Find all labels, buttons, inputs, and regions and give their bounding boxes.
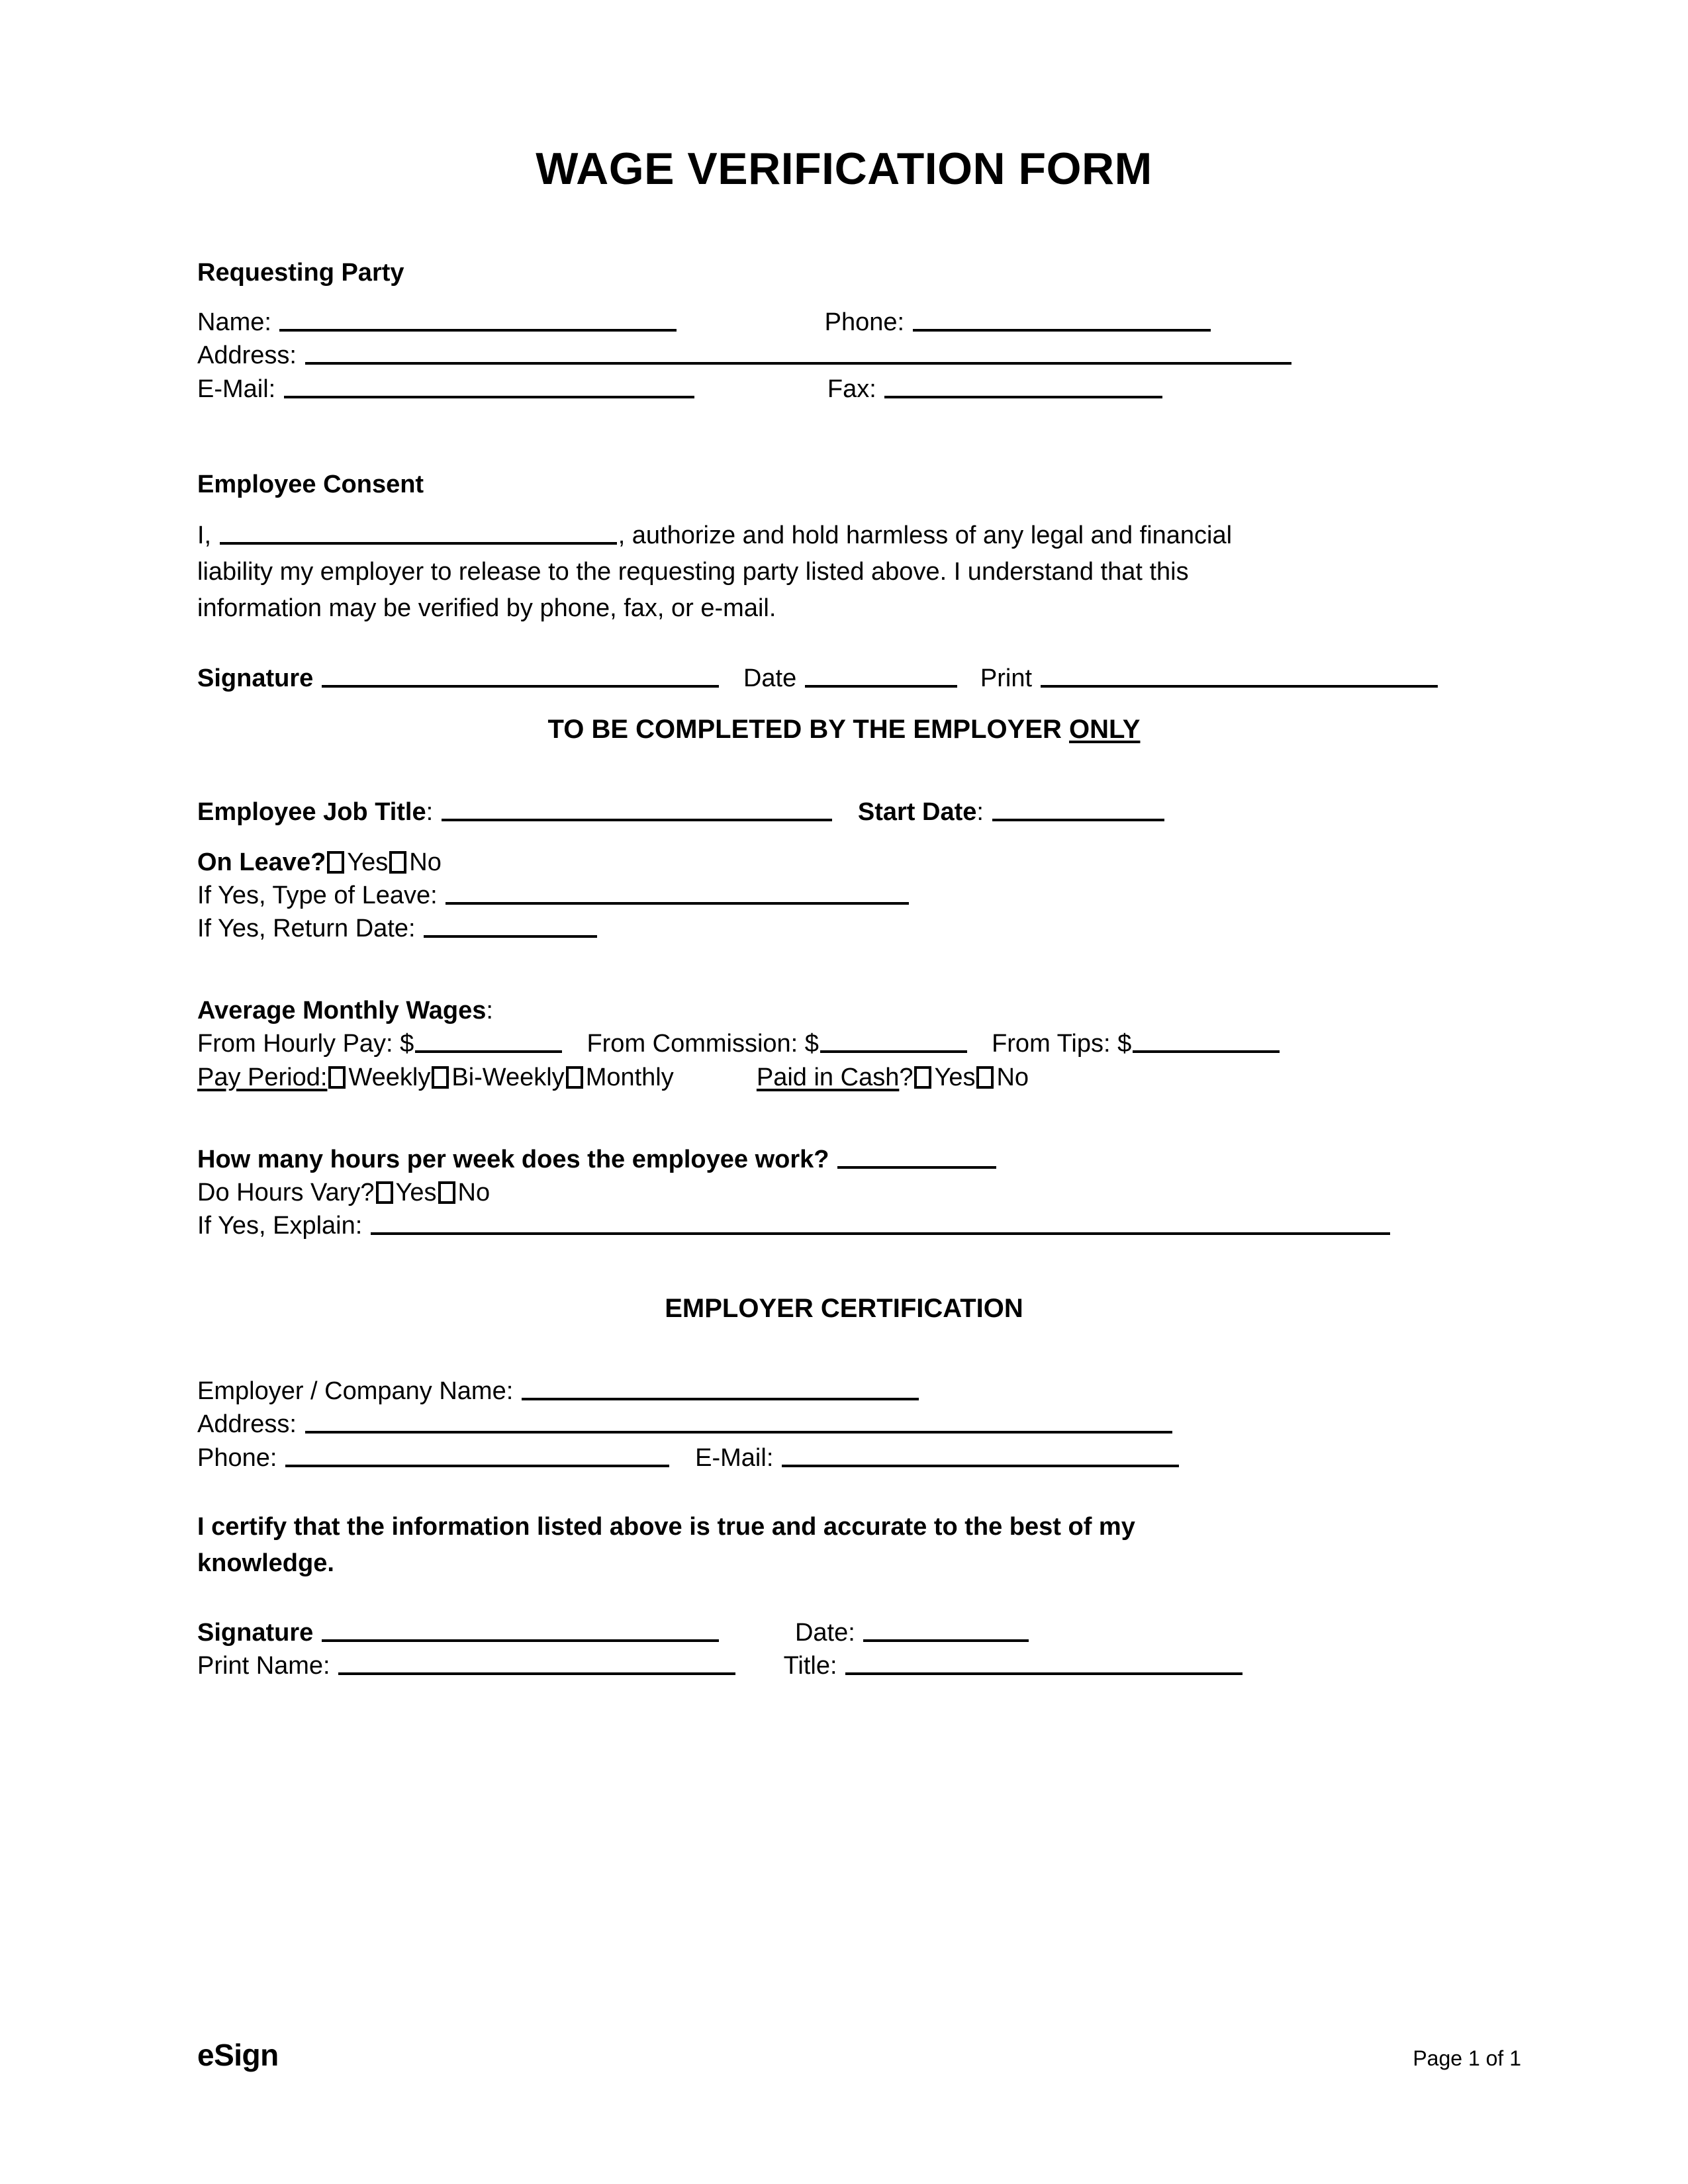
hours-question-row xyxy=(197,1143,1491,1176)
name-input-line[interactable] xyxy=(279,309,677,332)
employee-print-line[interactable] xyxy=(1041,665,1438,688)
employer-address-label: Address: xyxy=(197,1410,297,1439)
requesting-party-heading: Requesting Party xyxy=(197,258,404,287)
email-input-line[interactable] xyxy=(284,376,694,398)
hours-vary-row xyxy=(197,1176,1491,1209)
employer-only-heading xyxy=(197,712,1491,747)
esign-logo: eSign xyxy=(197,2038,279,2072)
address-input-line[interactable] xyxy=(305,342,1291,365)
job-title-row xyxy=(197,796,1491,829)
hours-explain-row xyxy=(197,1209,1491,1242)
employer-certification-heading: EMPLOYER CERTIFICATION xyxy=(665,1294,1023,1324)
hours-vary-label: Do Hours Vary? xyxy=(197,1178,375,1206)
certification-statement: I certify that the information listed above is true and accurate to the best of my knowledge. xyxy=(197,1512,1135,1577)
pay-period-monthly-checkbox[interactable] xyxy=(566,1066,583,1089)
wages-heading: Average Monthly Wages xyxy=(197,997,487,1025)
requesting-party-email-row xyxy=(197,373,1491,406)
employee-date-label: Date xyxy=(743,664,797,692)
commission-input-line[interactable] xyxy=(820,1030,967,1053)
spacer xyxy=(197,194,1491,257)
paid-in-cash-qmark: ? xyxy=(899,1063,914,1091)
return-date-label: If Yes, Return Date: xyxy=(197,915,416,943)
employer-only-heading-prefix: TO BE COMPLETED BY THE EMPLOYER xyxy=(547,714,1070,744)
start-date-input-line[interactable] xyxy=(992,799,1164,821)
company-name-label: Employer / Company Name: xyxy=(197,1377,514,1406)
paid-in-cash-no-checkbox[interactable] xyxy=(976,1066,994,1089)
page-footer xyxy=(197,2037,1521,2073)
hours-explain-input-line[interactable] xyxy=(371,1212,1390,1235)
pay-period-monthly-label: Monthly xyxy=(585,1063,674,1091)
hourly-pay-label: From Hourly Pay: $ xyxy=(197,1030,414,1058)
on-leave-no-label: No xyxy=(409,848,442,876)
employer-phone-label: Phone: xyxy=(197,1443,277,1472)
leave-type-input-line[interactable] xyxy=(445,882,909,905)
spacer xyxy=(197,747,1491,796)
requesting-party-address-row xyxy=(197,339,1491,372)
company-name-input-line[interactable] xyxy=(522,1378,919,1400)
employee-signature-line[interactable] xyxy=(322,665,719,688)
employer-address-input-line[interactable] xyxy=(305,1411,1172,1433)
spacer xyxy=(197,945,1491,994)
employer-signature-line[interactable] xyxy=(322,1619,719,1642)
page-number: Page 1 of 1 xyxy=(1413,2046,1521,2070)
employer-signature-label: Signature xyxy=(197,1618,314,1647)
on-leave-row xyxy=(197,846,1491,879)
requesting-party-name-row xyxy=(197,306,1491,339)
hours-vary-no-checkbox[interactable] xyxy=(438,1181,455,1204)
spacer xyxy=(197,1242,1491,1291)
spacer xyxy=(197,1094,1491,1143)
spacer xyxy=(197,500,1491,518)
tips-label: From Tips: $ xyxy=(992,1030,1132,1058)
phone-label: Phone: xyxy=(824,308,905,337)
return-date-row xyxy=(197,912,1491,945)
consent-intro-suffix: , authorize and hold harmless of any legal and financial liability my employer to release to the requesting party listed above. I understand that this information may be verified by phone, fax, or e-mail. xyxy=(197,522,1233,623)
consent-intro-prefix: I, xyxy=(197,522,212,550)
hours-explain-label: If Yes, Explain: xyxy=(197,1212,363,1240)
employer-only-heading-emphasis: ONLY xyxy=(1069,714,1141,744)
pay-period-weekly-checkbox[interactable] xyxy=(328,1066,346,1089)
employer-phone-row xyxy=(197,1441,1491,1475)
paid-in-cash-yes-label: Yes xyxy=(934,1063,976,1091)
employer-date-line[interactable] xyxy=(863,1619,1029,1642)
pay-period-label: Pay Period: xyxy=(197,1063,328,1091)
name-label: Name: xyxy=(197,308,271,337)
employer-print-name-label: Print Name: xyxy=(197,1652,330,1680)
hours-vary-yes-label: Yes xyxy=(395,1178,437,1206)
page-title: WAGE VERIFICATION FORM xyxy=(536,144,1152,194)
leave-type-row xyxy=(197,879,1491,912)
wages-amounts-row xyxy=(197,1027,1491,1060)
employee-print-label: Print xyxy=(980,664,1033,692)
employee-consent-heading: Employee Consent xyxy=(197,470,424,498)
employer-print-name-line[interactable] xyxy=(338,1653,735,1675)
pay-period-biweekly-label: Bi-Weekly xyxy=(451,1063,565,1091)
employer-title-label: Title: xyxy=(783,1652,837,1680)
employer-phone-input-line[interactable] xyxy=(285,1445,669,1467)
spacer xyxy=(197,406,1491,469)
return-date-input-line[interactable] xyxy=(424,915,597,938)
paid-in-cash-yes-checkbox[interactable] xyxy=(914,1066,931,1089)
paid-in-cash-no-label: No xyxy=(996,1063,1029,1091)
fax-label: Fax: xyxy=(827,375,876,403)
wages-heading-row xyxy=(197,994,1491,1027)
fax-input-line[interactable] xyxy=(884,376,1162,398)
tips-input-line[interactable] xyxy=(1133,1030,1280,1053)
employer-print-name-row xyxy=(197,1649,1491,1682)
spacer xyxy=(197,1475,1491,1509)
employer-email-input-line[interactable] xyxy=(782,1445,1179,1467)
employer-address-row xyxy=(197,1408,1491,1441)
on-leave-no-checkbox[interactable] xyxy=(389,851,406,874)
address-label: Address: xyxy=(197,341,297,370)
on-leave-yes-label: Yes xyxy=(347,848,389,876)
spacer xyxy=(197,627,1491,662)
job-title-label: Employee Job Title xyxy=(197,797,426,826)
hours-vary-no-label: No xyxy=(457,1178,491,1206)
spacer xyxy=(197,289,1491,306)
spacer xyxy=(197,695,1491,712)
employee-signature-row xyxy=(197,662,1491,695)
employee-signature-label: Signature xyxy=(197,664,314,692)
hours-question-label: How many hours per week does the employee work? xyxy=(197,1145,829,1173)
spacer xyxy=(197,1326,1491,1375)
pay-period-weekly-label: Weekly xyxy=(348,1063,431,1091)
hourly-pay-input-line[interactable] xyxy=(415,1030,562,1053)
on-leave-yes-checkbox[interactable] xyxy=(327,851,344,874)
employer-date-label: Date: xyxy=(794,1618,855,1647)
spacer xyxy=(197,1582,1491,1616)
start-date-label: Start Date xyxy=(857,797,977,826)
start-date-colon: : xyxy=(976,797,984,826)
consent-name-input-line[interactable] xyxy=(220,522,617,545)
paid-in-cash-label: Paid in Cash xyxy=(756,1063,900,1091)
employee-consent-paragraph xyxy=(197,518,1283,627)
job-title-colon: : xyxy=(426,797,434,826)
leave-type-label: If Yes, Type of Leave: xyxy=(197,882,438,910)
on-leave-label: On Leave? xyxy=(197,848,326,876)
employer-signature-row xyxy=(197,1616,1491,1649)
commission-label: From Commission: $ xyxy=(586,1030,819,1058)
employee-date-line[interactable] xyxy=(805,665,957,688)
hours-input-line[interactable] xyxy=(837,1146,996,1169)
wages-heading-colon: : xyxy=(486,997,493,1025)
employer-title-line[interactable] xyxy=(845,1653,1243,1675)
hours-vary-yes-checkbox[interactable] xyxy=(376,1181,393,1204)
employer-email-label: E-Mail: xyxy=(695,1443,774,1472)
job-title-input-line[interactable] xyxy=(442,799,832,821)
company-name-row xyxy=(197,1375,1491,1408)
pay-period-row xyxy=(197,1061,1491,1094)
phone-input-line[interactable] xyxy=(913,309,1211,332)
pay-period-biweekly-checkbox[interactable] xyxy=(432,1066,449,1089)
email-label: E-Mail: xyxy=(197,375,276,403)
spacer xyxy=(197,829,1491,846)
